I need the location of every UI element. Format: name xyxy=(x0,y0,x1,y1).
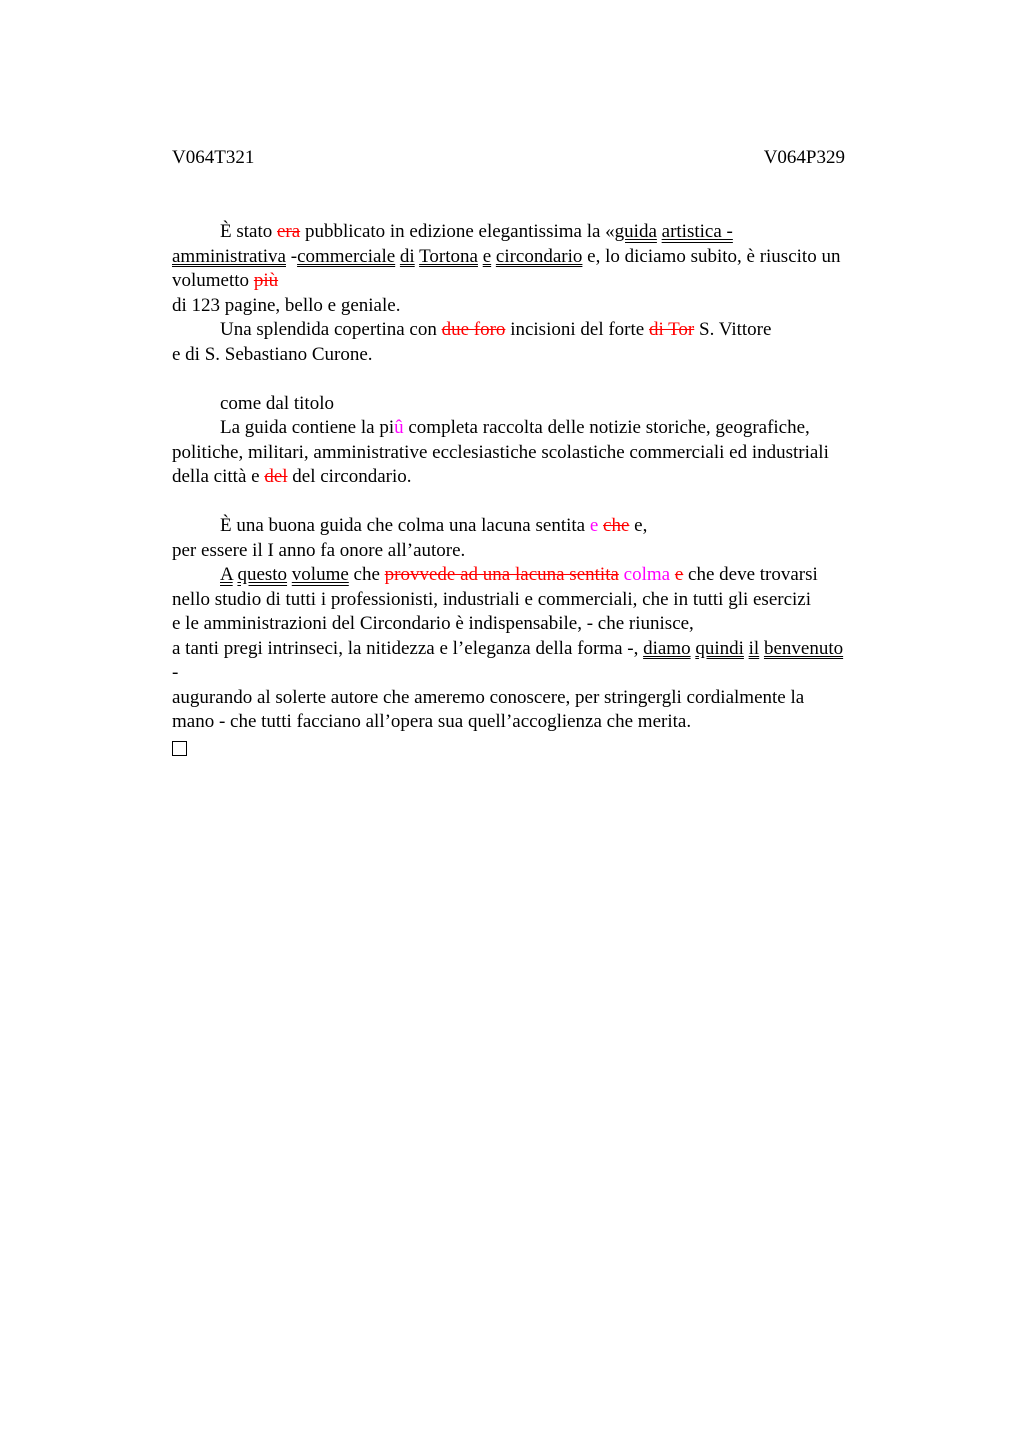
text: che deve trovarsi xyxy=(683,564,818,585)
underlined-text: Tortona xyxy=(419,245,478,267)
p6-line3 xyxy=(172,612,912,637)
underlined-text: e xyxy=(482,245,492,267)
p6-line1 xyxy=(172,563,912,588)
text: di 123 pagine, bello e geniale. xyxy=(172,294,401,316)
text: per essere il I anno fa onore all’autore. xyxy=(172,539,466,561)
underlined-text: commerciale xyxy=(297,245,396,267)
underlined-text: questo xyxy=(237,564,288,585)
text: - xyxy=(285,245,298,267)
underlined-text: quindi xyxy=(695,637,744,659)
inserted-text: û xyxy=(394,417,404,438)
text: Una splendida copertina con xyxy=(220,319,442,340)
deleted-text: di Tor xyxy=(648,319,695,340)
text: pubblicato in edizione elegantissima la « xyxy=(300,221,615,242)
p1-line2 xyxy=(172,245,912,270)
text: della città e xyxy=(172,466,265,487)
blank-line xyxy=(172,490,912,515)
text: mano - che tutti facciano all’opera sua quell’accoglienza che merita. xyxy=(172,711,692,732)
deleted-text: era xyxy=(277,221,301,242)
text: incisioni del forte xyxy=(505,319,649,340)
underlined-text: diamo xyxy=(643,637,691,659)
p4-line2 xyxy=(172,441,912,466)
text: nello studio di tutti i professionisti, industriali e commerciali, che in tutti gli esercizi xyxy=(172,588,812,610)
underlined-text: il xyxy=(748,637,760,659)
end-marker-line xyxy=(172,735,912,764)
p4-line1 xyxy=(172,416,912,441)
p3-line1 xyxy=(172,392,912,417)
blank-line xyxy=(172,367,912,392)
p6-line4 xyxy=(172,637,912,662)
inserted-text: colma xyxy=(623,564,671,585)
p1-line4 xyxy=(172,294,912,319)
p5-line1 xyxy=(172,514,912,539)
text: e, xyxy=(629,515,648,536)
text: S. Vittore xyxy=(694,319,772,340)
underlined-text: amministrativa xyxy=(172,245,286,267)
text: augurando al solerte autore che ameremo conoscere, per stringergli cordialmente la xyxy=(172,686,805,708)
header-left-id: V064T321 xyxy=(172,147,255,168)
p1-line3 xyxy=(172,269,912,294)
inserted-text: e xyxy=(589,515,599,536)
text: - xyxy=(172,662,179,683)
text: e di S. Sebastiano Curone. xyxy=(172,343,373,365)
p2-line1 xyxy=(172,318,912,343)
deleted-text: del xyxy=(264,466,288,487)
text: La guida contiene la pi xyxy=(220,417,395,438)
p6-line5 xyxy=(172,661,912,686)
document-body xyxy=(172,220,912,763)
document-header xyxy=(172,146,845,170)
underlined-text: volume xyxy=(291,564,349,585)
underlined-text: guida xyxy=(614,221,657,242)
p6-line6 xyxy=(172,686,912,711)
text: che xyxy=(348,564,385,585)
underlined-text: benvenuto xyxy=(763,637,844,659)
deleted-text: e xyxy=(674,564,684,585)
text: come dal titolo xyxy=(220,392,334,414)
p2-line2 xyxy=(172,343,912,368)
p4-line3 xyxy=(172,465,912,490)
p5-line2 xyxy=(172,539,912,564)
underlined-text: di xyxy=(399,245,415,267)
p6-line7 xyxy=(172,710,912,735)
p1-line1 xyxy=(172,220,912,245)
text: e, lo diciamo subito, è riuscito un xyxy=(582,245,841,267)
text: del circondario. xyxy=(287,466,412,487)
document-page xyxy=(172,146,912,763)
text: completa raccolta delle notizie storiche, geografiche, xyxy=(403,417,810,438)
text: È stato xyxy=(220,221,277,242)
checkbox-square-icon xyxy=(172,741,187,756)
text: a tanti pregi intrinseci, la nitidezza e l’eleganza della forma -, xyxy=(172,637,644,659)
text: volumetto xyxy=(172,270,254,291)
deleted-text: due foro xyxy=(441,319,506,340)
deleted-text: provvede ad una lacuna sentita xyxy=(384,564,619,585)
deleted-text: più xyxy=(253,270,279,291)
underlined-text: artistica - xyxy=(661,221,733,242)
p6-line2 xyxy=(172,588,912,613)
text: e le amministrazioni del Circondario è indispensabile, - che riunisce, xyxy=(172,613,694,634)
text: politiche, militari, amministrative ecclesiastiche scolastiche commerciali ed industriali xyxy=(172,441,829,463)
underlined-text: A xyxy=(220,564,233,585)
text: È una buona guida che colma una lacuna sentita xyxy=(220,515,590,536)
deleted-text: che xyxy=(603,515,630,536)
underlined-text: circondario xyxy=(495,245,583,267)
header-right-id: V064P329 xyxy=(763,147,845,168)
